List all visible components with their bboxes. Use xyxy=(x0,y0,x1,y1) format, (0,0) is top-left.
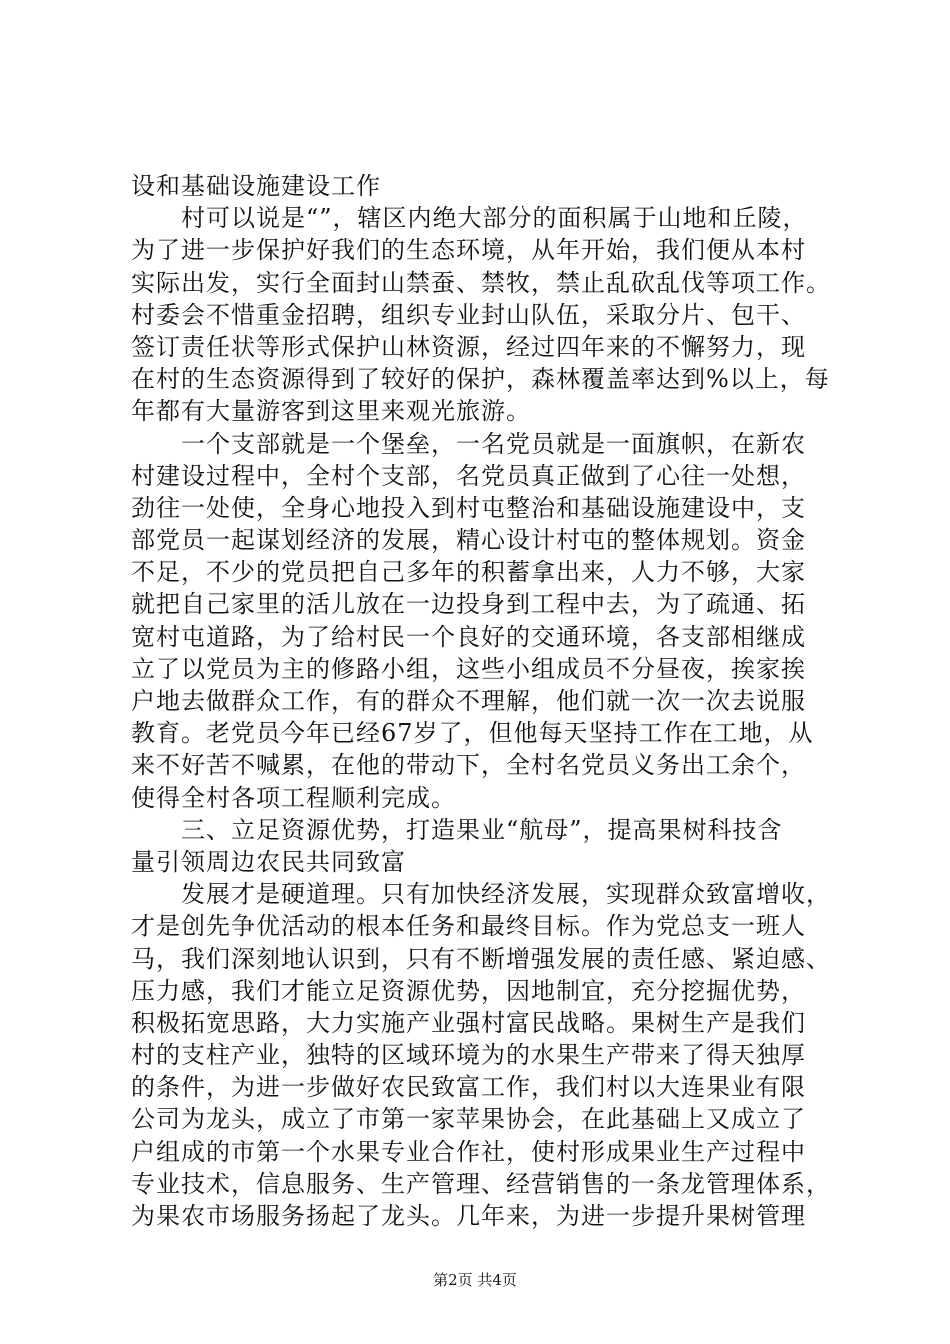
text-line: 一个支部就是一个堡垒，一名党员就是一面旗帜，在新农 xyxy=(131,429,806,458)
text-line: 村委会不惜重金招聘，组织专业封山队伍，采取分片、包干、 xyxy=(131,300,806,329)
text-line: 专业技术，信息服务、生产管理、经营销售的一条龙管理体系， xyxy=(131,1169,831,1198)
text-line: 量引领周边农民共同致富 xyxy=(131,847,406,876)
page-number-footer: 第2页 共4页 xyxy=(433,1271,517,1289)
text-line: 年都有大量游客到这里来观光旅游。 xyxy=(131,397,531,426)
text-line: 村的支柱产业，独特的区域环境为的水果生产带来了得天独厚 xyxy=(131,1041,806,1070)
text-line: 村建设过程中，全村个支部，名党员真正做到了心往一处想， xyxy=(131,461,806,490)
text-line: 在村的生态资源得到了较好的保护，森林覆盖率达到%以上，每 xyxy=(131,365,830,394)
text-line: 就把自己家里的活儿放在一边投身到工程中去，为了疏通、拓 xyxy=(131,590,806,619)
text-line: 签订责任状等形式保护山林资源，经过四年来的不懈努力，现 xyxy=(131,332,806,361)
text-line: 才是创先争优活动的根本任务和最终目标。作为党总支一班人 xyxy=(131,912,806,941)
text-line: 为了进一步保护好我们的生态环境，从年开始，我们便从本村 xyxy=(131,236,806,265)
text-line: 公司为龙头，成立了市第一家苹果协会，在此基础上又成立了 xyxy=(131,1105,806,1134)
text-line: 为果农市场服务扬起了龙头。几年来，为进一步提升果树管理 xyxy=(131,1202,806,1230)
text-line: 来不好苦不喊累，在他的带动下，全村名党员义务出工余个， xyxy=(131,751,806,780)
text-line: 劲往一处使，全身心地投入到村屯整治和基础设施建设中，支 xyxy=(131,493,806,522)
text-line: 户地去做群众工作，有的群众不理解，他们就一次一次去说服 xyxy=(131,687,806,715)
text-line: 马，我们深刻地认识到，只有不断增强发展的责任感、紧迫感、 xyxy=(131,944,831,973)
text-line: 户组成的市第一个水果专业合作社，使村形成果业生产过程中 xyxy=(131,1137,806,1166)
text-line: 实际出发，实行全面封山禁蚕、禁牧，禁止乱砍乱伐等项工作。 xyxy=(131,268,831,297)
text-line: 的条件，为进一步做好农民致富工作，我们村以大连果业有限 xyxy=(131,1073,806,1102)
text-line: 发展才是硬道理。只有加快经济发展，实现群众致富增收， xyxy=(131,880,831,909)
text-line: 压力感，我们才能立足资源优势，因地制宜，充分挖掘优势， xyxy=(131,976,806,1005)
text-line: 使得全村各项工程顺利完成。 xyxy=(131,783,456,812)
text-line: 立了以党员为主的修路小组，这些小组成员不分昼夜，挨家挨 xyxy=(131,654,806,683)
text-line: 不足，不少的党员把自己多年的积蓄拿出来，人力不够，大家 xyxy=(131,558,806,587)
text-line: 三、立足资源优势，打造果业“航母”，提高果树科技含 xyxy=(131,815,783,844)
text-line: 村可以说是“”，辖区内绝大部分的面积属于山地和丘陵， xyxy=(131,204,808,233)
text-line: 积极拓宽思路，大力实施产业强村富民战略。果树生产是我们 xyxy=(131,1008,806,1037)
text-line: 部党员一起谋划经济的发展，精心设计村屯的整体规划。资金 xyxy=(131,526,806,555)
body-text xyxy=(131,170,831,1232)
text-line: 宽村屯道路，为了给村民一个良好的交通环境，各支部相继成 xyxy=(131,622,806,651)
text-line: 设和基础设施建设工作 xyxy=(131,172,381,200)
text-line: 教育。老党员今年已经67岁了，但他每天坚持工作在工地，从 xyxy=(131,719,814,748)
